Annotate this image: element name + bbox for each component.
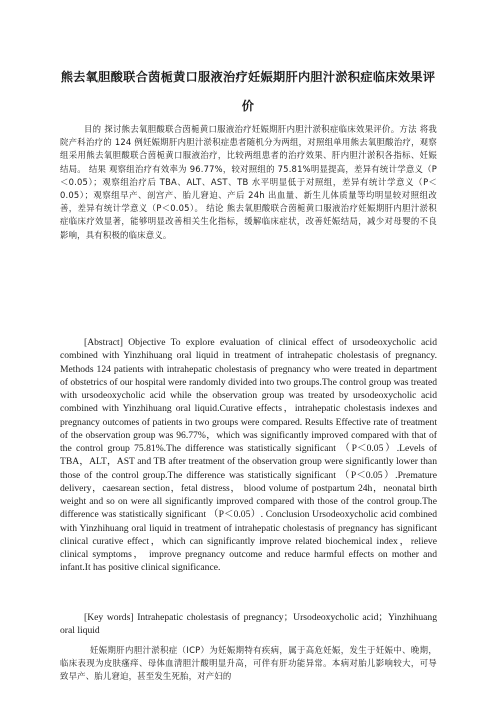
introduction-paragraph: 妊娠期肝内胆汁淤积症（ICP）为妊娠期特有疾病，属于高危妊娠，发生于妊娠中、晚期，临床表现为皮肤瘙痒、母体血清胆汁酸明显升高，可伴有肝功能异常。本病对胎儿影响较大，可导致早产、胎儿窘迫，甚至发生死胎，对产妇的	[60, 645, 437, 682]
english-keywords: [Key words] Intrahepatic cholestasis of pregnancy；Ursodeoxycholic acid；Yinzhihuang oral liquid	[60, 612, 437, 637]
paper-title: 熊去氧胆酸联合茵栀黄口服液治疗妊娠期肝内胆汁淤积症临床效果评价	[60, 70, 436, 113]
english-abstract: [Abstract] Objective To explore evaluation of clinical effect of ursodeoxycholic acid combined with Yinzhihuang oral liquid in treatment of intrahepatic cholestasis of pregnancy. Methods 124 patients with intrahepatic cholestasis of pregnancy who were treated in department of obstetrics of our hospital were randomly divided into two groups.The control group was treated with ursodeoxycholic acid while the observation group was treated by ursodeoxycholic acid combined with Yinzhihuang oral liquid.Curative effects，intrahepatic cholestasis indexes and pregnancy outcomes of patients in two groups were compared. Results Effective rate of treatment of the observation group was 96.77%，which was significantly improved compared with that of the control group 75.81%.The difference was statistically significant （P＜0.05）.Levels of TBA，ALT，AST and TB after treatment of the observation group were significantly lower than those of the control group.The difference was statistically significant （P＜0.05）.Premature delivery，caesarean section，fetal distress， blood volume of postpartum 24h，neonatal birth weight and so on were all significantly improved compared with those of the control group.The difference was statistically significant （P＜0.05）. Conclusion Ursodeoxycholic acid combined with Yinzhihuang oral liquid in treatment of intrahepatic cholestasis of pregnancy has significant clinical curative effect，which can significantly improve related biochemical index，relieve clinical symptoms， improve pregnancy outcome and reduce harmful effects on mother and infant.It has positive clinical significance.	[60, 337, 437, 574]
chinese-abstract: 目的 探讨熊去氧胆酸联合茵栀黄口服液治疗妊娠期肝内胆汁淤积症临床效果评价。方法 将我院产科治疗的 124 例妊娠期肝内胆汁淤积症患者随机分为两组，对照组单用熊去氧胆酸治疗，观察组采用熊去氧胆酸联合茵栀黄口服液治疗，比较两组患者的治疗效果、肝内胆汁淤积各指标、妊娠结局。 结果 观察组治疗有效率为 96.77%，较对照组的 75.81%明显提高，差异有统计学意义（P＜0.05）；观察组治疗后 TBA、ALT、AST、TB 水平明显低于对照组，差异有统计学意义（P＜0.05）；观察组早产、剖宫产、胎儿窘迫、产后 24h 出血量、新生儿体质量等均明显较对照组改善，差异有统计学意义（P＜0.05）。 结论 熊去氧胆酸联合茵栀黄口服液治疗妊娠期肝内胆汁淤积症临床疗效显著，能够明显改善相关生化指标，缓解临床症状，改善妊娠结局，减少对母婴的不良影响，具有积极的临床意义。	[60, 124, 437, 240]
